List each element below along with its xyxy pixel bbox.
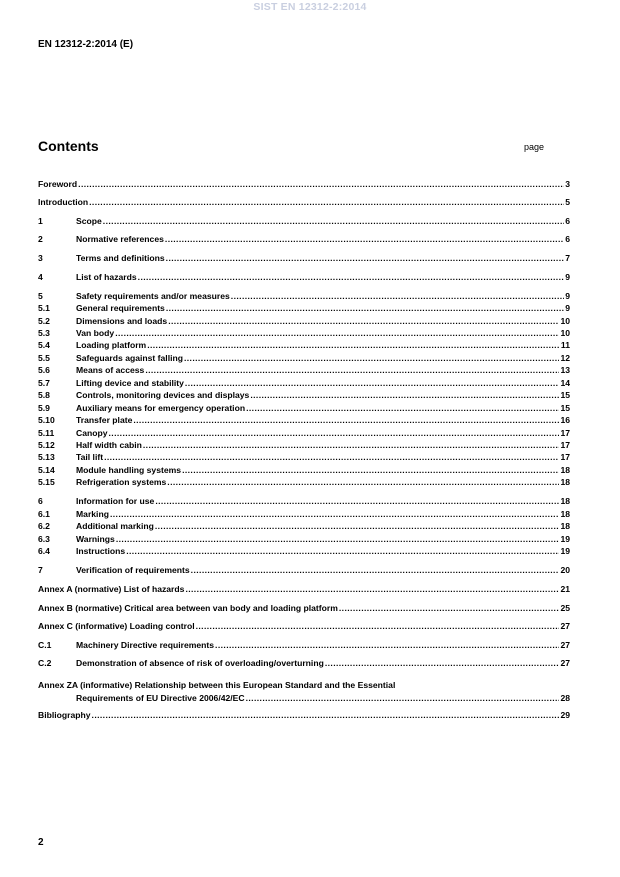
toc-entry[interactable] [38,508,570,520]
toc-entry-page: 25 [560,603,570,613]
toc-entry-title: Instructions [76,546,126,556]
toc-entry-page: 19 [560,534,570,544]
toc-entry[interactable] [38,302,570,314]
toc-entry-page: 28 [560,693,570,703]
toc-entry-title: Additional marking [76,521,154,531]
toc-entry-number: 6.4 [38,546,50,556]
toc-leader-dots [250,389,559,401]
toc-entry-page: 27 [560,621,570,631]
toc-leader-dots [196,620,560,632]
toc-entry[interactable] [38,364,570,376]
toc-leader-dots [246,692,560,704]
toc-entry[interactable] [38,290,570,302]
toc-entry-title: Safety requirements and/or measures [76,291,230,301]
toc-entry-title: Refrigeration systems [76,477,167,487]
toc-entry-number: 6.2 [38,521,50,531]
toc-entry[interactable] [38,533,570,545]
toc-entry-number: 2 [38,234,43,244]
toc-entry-page: 18 [560,509,570,519]
toc-entry-page: 21 [560,584,570,594]
toc-entry[interactable] [38,389,570,401]
toc-entry-page: 18 [560,521,570,531]
toc-leader-dots [155,520,560,532]
toc-leader-dots [166,302,564,314]
toc-entry-title: Machinery Directive requirements [76,640,215,650]
toc-entry[interactable] [38,439,570,451]
toc-leader-dots [155,495,559,507]
toc-entry-number: 6 [38,496,43,506]
toc-leader-dots [143,439,560,451]
toc-entry-page: 12 [560,353,570,363]
toc-entry-title: Annex C (informative) Loading control [38,621,195,631]
toc-entry-number: 5.1 [38,303,50,313]
watermark: SIST EN 12312-2:2014 [253,1,367,13]
toc-entry[interactable] [38,602,570,614]
toc-entry[interactable] [38,339,570,351]
toc-entry[interactable] [38,427,570,439]
toc-entry[interactable] [38,402,570,414]
toc-entry-title: Scope [76,216,102,226]
toc-leader-dots [165,233,564,245]
toc-entry-page: 18 [560,465,570,475]
toc-entry-title: Information for use [76,496,155,506]
toc-leader-dots [246,402,559,414]
toc-entry-page: 15 [560,403,570,413]
toc-entry-title: Dimensions and loads [76,316,168,326]
toc-entry-page: 27 [560,640,570,650]
toc-leader-dots [231,290,564,302]
toc-entry-page: 20 [560,565,570,575]
toc-leader-dots [191,564,560,576]
toc-entry-page: 14 [560,378,570,388]
toc-entry-number: 5.6 [38,365,50,375]
toc-entry[interactable] [38,545,570,557]
toc-leader-dots [167,476,559,488]
toc-entry[interactable] [38,414,570,426]
page-number: 2 [38,837,44,848]
toc-entry[interactable] [38,377,570,389]
toc-entry-title: Marking [76,509,109,519]
toc-leader-dots [115,327,559,339]
toc-entry-title: Foreword [38,179,78,189]
toc-entry-title: Bibliography [38,710,91,720]
toc-entry-page: 5 [565,197,570,207]
toc-leader-dots [92,709,560,721]
toc-entry[interactable] [38,271,570,283]
toc-entry-number: C.1 [38,640,52,650]
toc-entry-page: 6 [565,216,570,226]
toc-leader-dots [185,377,560,389]
toc-entry-title: Van body [76,328,115,338]
toc-entry-number: 5.3 [38,328,50,338]
toc-entry[interactable] [38,352,570,364]
toc-entry-page: 17 [560,452,570,462]
toc-leader-dots [145,364,559,376]
toc-entry-title: Means of access [76,365,145,375]
toc-leader-dots [166,252,565,264]
toc-entry-page: 11 [560,340,570,350]
toc-entry-title: Loading platform [76,340,147,350]
toc-entry-number: 5.13 [38,452,55,462]
toc-entry[interactable] [38,327,570,339]
toc-leader-dots [215,639,559,651]
toc-leader-dots [185,583,559,595]
toc-entry-page: 17 [560,440,570,450]
toc-entry[interactable] [38,315,570,327]
toc-entry-number: 5.8 [38,390,50,400]
toc-entry-number: 7 [38,565,43,575]
toc-entry-page: 7 [565,253,570,263]
toc-entry-number: 3 [38,253,43,263]
toc-entry-title: Requirements of EU Directive 2006/42/EC [76,693,245,703]
toc-entry[interactable] [38,692,570,704]
toc-entry-page: 27 [560,658,570,668]
toc-entry-number: 5.4 [38,340,50,350]
toc-entry-title: Half width cabin [76,440,142,450]
toc-entry-page: 6 [565,234,570,244]
toc-entry[interactable] [38,583,570,595]
toc-entry-page: 19 [560,546,570,556]
toc-leader-dots [168,315,559,327]
toc-entry[interactable] [38,476,570,488]
toc-entry[interactable] [38,464,570,476]
toc-leader-dots [110,508,559,520]
toc-leader-dots [184,352,559,364]
toc-leader-dots [126,545,559,557]
toc-entry-page: 13 [560,365,570,375]
toc-entry-number: 5.15 [38,477,55,487]
toc-entry-page: 10 [560,316,570,326]
toc-entry[interactable] [38,196,570,208]
toc-entry-title: Safeguards against falling [76,353,183,363]
toc-leader-dots [133,414,559,426]
toc-entry-page: 29 [560,710,570,720]
toc-entry-title: Canopy [76,428,108,438]
toc-leader-dots [78,178,564,190]
toc-entry[interactable] [38,178,570,190]
toc-entry-number: 4 [38,272,43,282]
toc-entry-title: Module handling systems [76,465,182,475]
toc-entry-title: Introduction [38,197,89,207]
toc-entry-page: 9 [565,272,570,282]
toc-entry-title: Annex A (normative) List of hazards [38,584,185,594]
toc-entry-title: Verification of requirements [76,565,190,575]
toc-leader-dots [104,451,559,463]
toc-entry[interactable] [38,215,570,227]
toc-leader-dots [109,427,560,439]
toc-entry-page: 18 [560,477,570,487]
toc-entry-page: 9 [565,303,570,313]
toc-entry-number: 5.2 [38,316,50,326]
page-column-label: page [524,142,545,152]
toc-entry-page: 17 [560,428,570,438]
toc-entry-title: Demonstration of absence of risk of overloading/overturning [76,658,324,668]
toc-entry-title: Auxiliary means for emergency operation [76,403,246,413]
toc-entry-number: 5.14 [38,465,55,475]
toc-entry-number: 1 [38,216,43,226]
toc-entry[interactable] [38,451,570,463]
toc-leader-dots [103,215,564,227]
toc-entry-number: 5.7 [38,378,50,388]
toc-entry[interactable] [38,657,570,669]
toc-leader-dots [147,339,560,351]
toc-annex-za-heading: Annex ZA (informative) Relationship between this European Standard and the Essential [38,680,396,690]
toc-entry[interactable] [38,520,570,532]
toc-leader-dots [89,196,564,208]
toc-entry-title: Lifting device and stability [76,378,184,388]
toc-entry-number: 6.3 [38,534,50,544]
toc-entry-title: Warnings [76,534,115,544]
toc-entry-title: Normative references [76,234,164,244]
toc-entry[interactable] [38,564,570,576]
contents-title: Contents [38,138,99,154]
toc-entry-title: Terms and definitions [76,253,165,263]
toc-entry-page: 10 [560,328,570,338]
toc-entry-title: Annex B (normative) Critical area between van body and loading platform [38,603,338,613]
toc-entry-title: Tail lift [76,452,104,462]
toc-entry-number: 5.9 [38,403,50,413]
toc-entry-page: 3 [565,179,570,189]
toc-entry-number: 5.11 [38,428,55,438]
toc-entry-title: Controls, monitoring devices and displays [76,390,250,400]
toc-entry-page: 9 [565,291,570,301]
toc-entry[interactable] [38,495,570,507]
toc-entry-page: 18 [560,496,570,506]
toc-entry-title: List of hazards [76,272,137,282]
document-id: EN 12312-2:2014 (E) [38,39,134,50]
toc-entry-number: 5.10 [38,415,55,425]
toc-entry-number: 6.1 [38,509,50,519]
toc-entry[interactable] [38,233,570,245]
toc-entry-number: C.2 [38,658,52,668]
toc-entry-number: 5 [38,291,43,301]
toc-leader-dots [182,464,559,476]
toc-entry-number: 5.12 [38,440,55,450]
toc-entry[interactable] [38,252,570,264]
toc-entry[interactable] [38,639,570,651]
toc-entry[interactable] [38,709,570,721]
toc-leader-dots [339,602,560,614]
toc-entry-title: General requirements [76,303,165,313]
toc-entry-page: 15 [560,390,570,400]
toc-entry-page: 16 [560,415,570,425]
toc-leader-dots [325,657,560,669]
toc-entry-title: Transfer plate [76,415,133,425]
toc-leader-dots [138,271,565,283]
toc-leader-dots [116,533,560,545]
toc-entry-number: 5.5 [38,353,50,363]
toc-entry[interactable] [38,620,570,632]
